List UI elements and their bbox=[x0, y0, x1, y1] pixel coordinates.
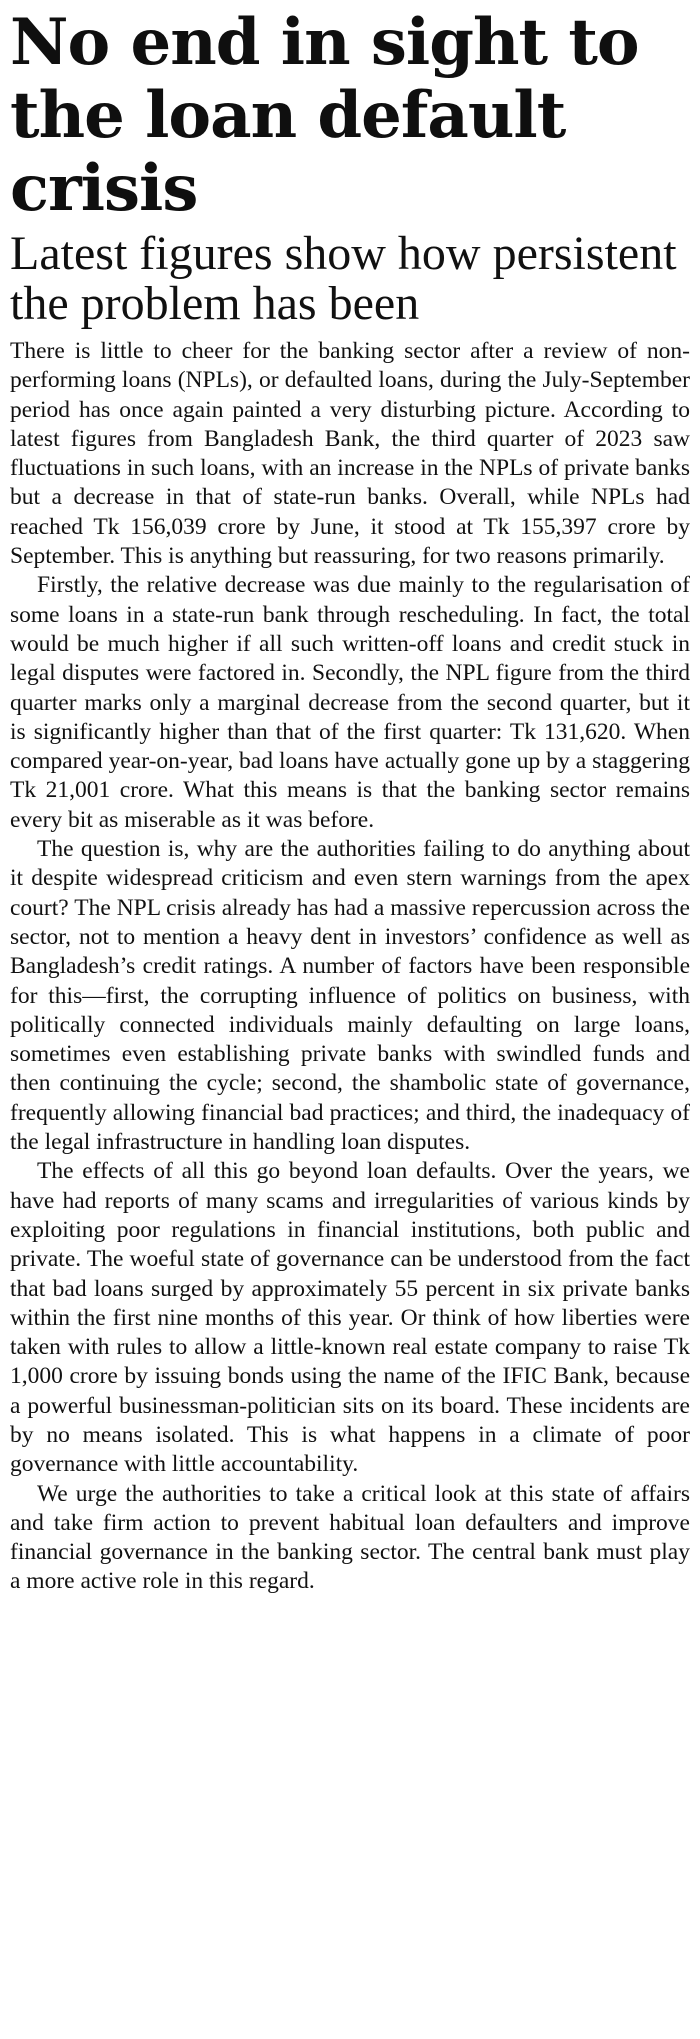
headline: No end in sight to the loan default crisis bbox=[10, 5, 639, 226]
paragraph-5: We urge the authorities to take a critical look at this state of affairs and take firm action to prevent habitual loan defaulters and improve financial governance in the banking sector. The central bank must play a more active role in this regard. bbox=[10, 1480, 690, 1595]
article-body bbox=[10, 337, 690, 1597]
paragraph-3: The question is, why are the authorities failing to do anything about it despite widespread criticism and even stern warnings from the apex court? The NPL crisis already has had a massive repercussion across the sector, not to mention a heavy dent in investors’ confidence as well as Bangladesh’s credit ratings. A number of factors have been responsible for this—first, the corrupting influence of politics on business, with politically connected individuals mainly defaulting on large loans, sometimes even establishing private banks with swindled funds and then continuing the cycle; second, the shambolic state of governance, frequently allowing financial bad practices; and third, the inadequacy of the legal infrastructure in handling loan disputes. bbox=[10, 836, 690, 1156]
subheadline: Latest figures show how persistent the problem has been bbox=[10, 227, 677, 330]
paragraph-4: The effects of all this go beyond loan defaults. Over the years, we have had reports of many scams and irregularities of various kinds by exploiting poor regulations in financial institutions, both public and private. The woeful state of governance can be understood from the fact that bad loans surged by approximately 55 percent in six private banks within the first nine months of this year. Or think of how liberties were taken with rules to allow a little-known real estate company to raise Tk 1,000 crore by issuing bonds using the name of the IFIC Bank, because a powerful businessman-politician sits on its board. These incidents are by no means isolated. This is what happens in a climate of poor governance with little accountability. bbox=[10, 1158, 690, 1478]
paragraph-2: Firstly, the relative decrease was due mainly to the regularisation of some loans in a state-run bank through rescheduling. In fact, the total would be much higher if all such written-off loans and credit stuck in legal disputes were factored in. Secondly, the NPL figure from the third quarter marks only a marginal decrease from the second quarter, but it is significantly higher than that of the first quarter: Tk 131,620. When compared year-on-year, bad loans have actually gone up by a staggering Tk 21,001 crore. What this means is that the banking sector remains every bit as miserable as it was before. bbox=[10, 572, 690, 833]
paragraph-1: There is little to cheer for the banking sector after a review of non-performing loans (NPLs), or defaulted loans, during the July-September period has once again painted a very disturbing picture. According to latest figures from Bangladesh Bank, the third quarter of 2023 saw fluctuations in such loans, with an increase in the NPLs of private banks but a decrease in that of state-run banks. Overall, while NPLs had reached Tk 156,039 crore by June, it stood at Tk 155,397 crore by September. This is anything but reassuring, for two reasons primarily. bbox=[10, 338, 690, 570]
